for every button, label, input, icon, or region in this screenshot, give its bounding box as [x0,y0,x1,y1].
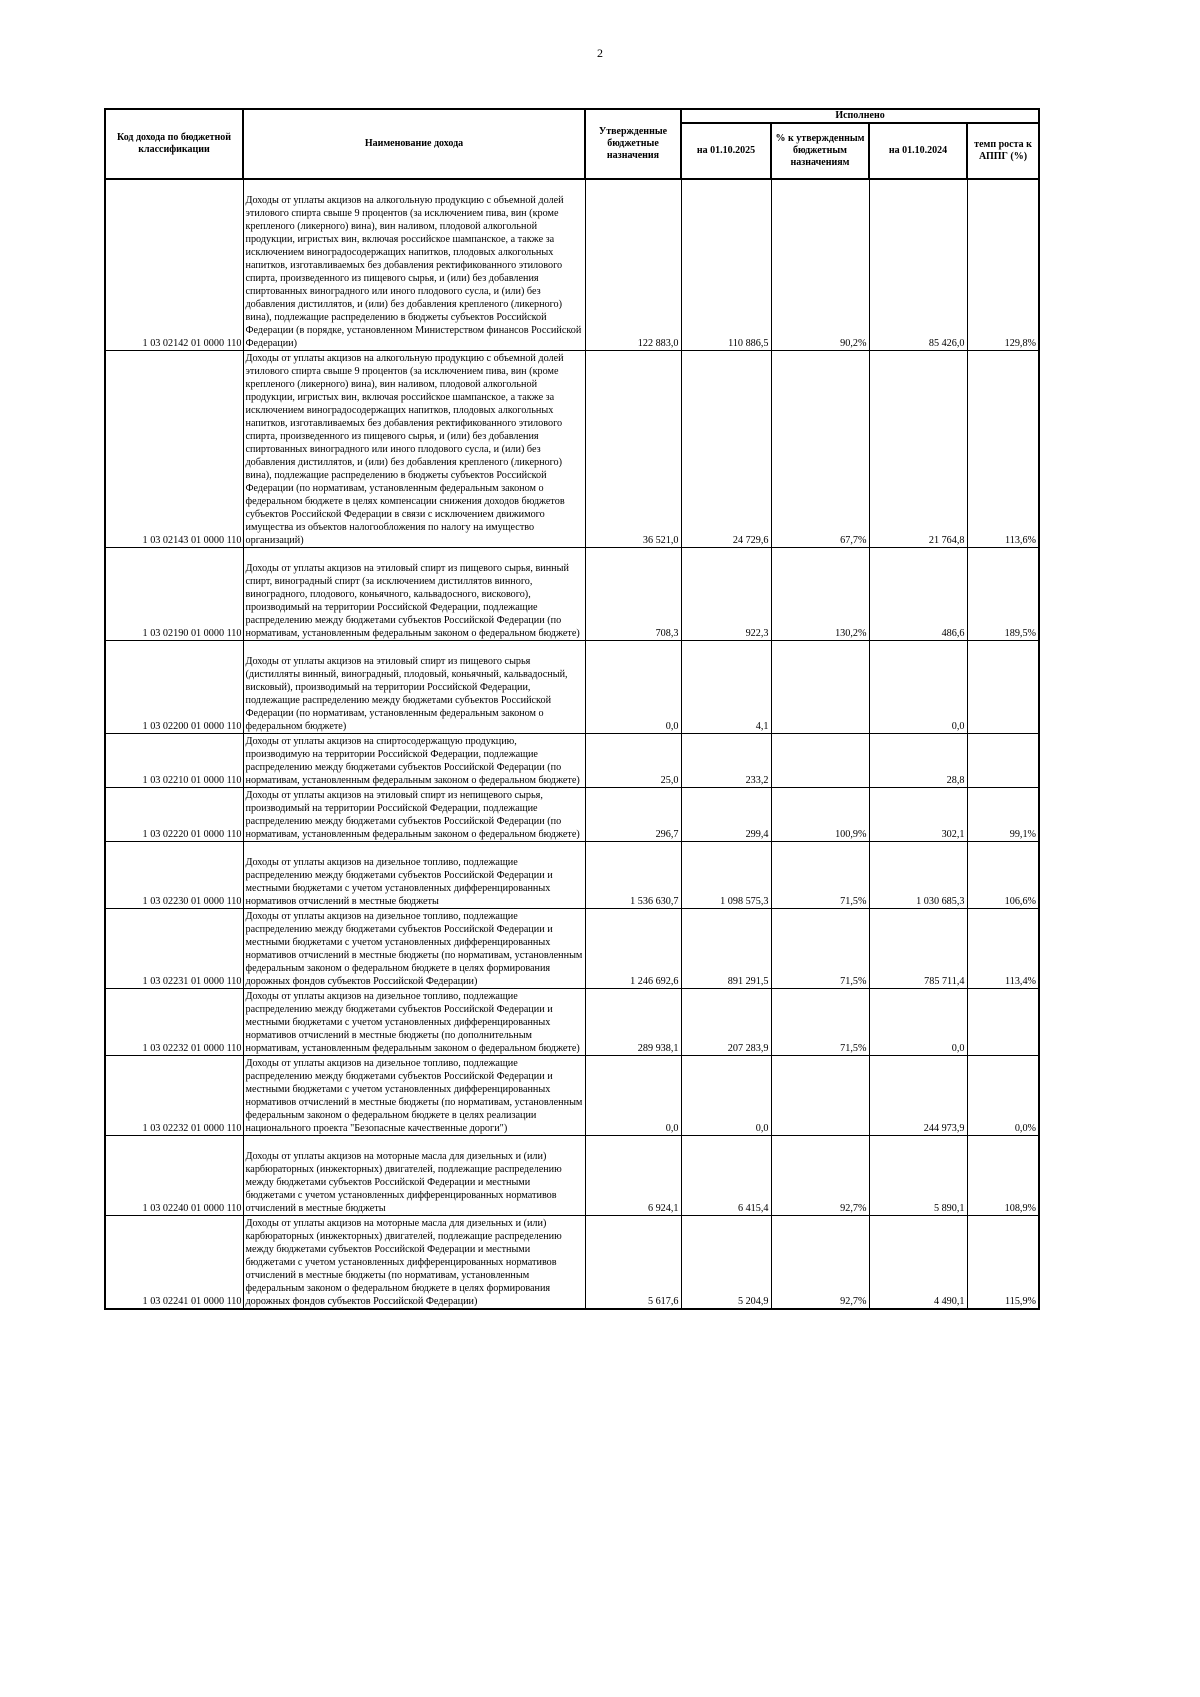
header-growth: темп роста к АППГ (%) [967,123,1039,179]
approved-value: 0,0 [585,641,681,734]
income-code: 1 03 02210 01 0000 110 [105,734,243,788]
header-date-2025: на 01.10.2025 [681,123,771,179]
table-row [105,1136,1039,1216]
income-code: 1 03 02241 01 0000 110 [105,1216,243,1310]
executed-2025-value: 0,0 [681,1056,771,1136]
executed-2025-value: 299,4 [681,788,771,842]
income-name: Доходы от уплаты акцизов на моторные масла для дизельных и (или) карбюраторных (инжекторных) двигателей, подлежащие распределению между бюджетами субъектов Российской Федерации и местными бюджетами с учетом установленных дифференцированных нормативов отчислений в местные бюджеты [243,1136,585,1216]
income-table [104,108,1040,1310]
growth-value: 99,1% [967,788,1039,842]
approved-value: 6 924,1 [585,1136,681,1216]
percent-value: 71,5% [771,842,869,909]
approved-value: 289 938,1 [585,989,681,1056]
executed-2024-value: 0,0 [869,989,967,1056]
growth-value [967,734,1039,788]
income-name: Доходы от уплаты акцизов на дизельное топливо, подлежащие распределению между бюджетами субъектов Российской Федерации и местными бюджетами с учетом установленных дифференцированных нормативов отчислений в местные бюджеты [243,842,585,909]
growth-value: 129,8% [967,179,1039,351]
header-executed: Исполнено [681,109,1039,123]
executed-2025-value: 110 886,5 [681,179,771,351]
approved-value: 25,0 [585,734,681,788]
income-name: Доходы от уплаты акцизов на дизельное топливо, подлежащие распределению между бюджетами субъектов Российской Федерации и местными бюджетами с учетом установленных дифференцированных нормативов отчислений в местные бюджеты (по нормативам, установленным федеральным законом о федеральном бюджете в целях формирования дорожных фондов субъектов Российской Федерации) [243,909,585,989]
percent-value: 100,9% [771,788,869,842]
growth-value: 113,6% [967,351,1039,548]
income-code: 1 03 02232 01 0000 110 [105,989,243,1056]
header-date-2024: на 01.10.2024 [869,123,967,179]
executed-2025-value: 1 098 575,3 [681,842,771,909]
approved-value: 708,3 [585,548,681,641]
percent-value: 71,5% [771,909,869,989]
executed-2025-value: 4,1 [681,641,771,734]
income-code: 1 03 02190 01 0000 110 [105,548,243,641]
income-code: 1 03 02142 01 0000 110 [105,179,243,351]
growth-value [967,641,1039,734]
growth-value: 0,0% [967,1056,1039,1136]
income-code: 1 03 02143 01 0000 110 [105,351,243,548]
approved-value: 1 536 630,7 [585,842,681,909]
percent-value [771,1056,869,1136]
percent-value: 90,2% [771,179,869,351]
approved-value: 0,0 [585,1056,681,1136]
executed-2024-value: 21 764,8 [869,351,967,548]
approved-value: 36 521,0 [585,351,681,548]
table-row [105,788,1039,842]
approved-value: 296,7 [585,788,681,842]
executed-2024-value: 244 973,9 [869,1056,967,1136]
table-row [105,179,1039,351]
header-approved: Утвержденные бюджетные назначения [585,109,681,179]
table-row [105,989,1039,1056]
percent-value: 92,7% [771,1216,869,1310]
table-row [105,548,1039,641]
header-percent: % к утвержденным бюджетным назначениям [771,123,869,179]
income-code: 1 03 02231 01 0000 110 [105,909,243,989]
percent-value: 92,7% [771,1136,869,1216]
table-row [105,641,1039,734]
approved-value: 5 617,6 [585,1216,681,1310]
executed-2024-value: 486,6 [869,548,967,641]
income-name: Доходы от уплаты акцизов на этиловый спирт из непищевого сырья, производимый на территории Российской Федерации, подлежащие распределению между бюджетами субъектов Российской Федерации (по нормативам, установленным федеральным законом о федеральном бюджете) [243,788,585,842]
executed-2024-value: 1 030 685,3 [869,842,967,909]
executed-2024-value: 785 711,4 [869,909,967,989]
percent-value: 67,7% [771,351,869,548]
executed-2025-value: 233,2 [681,734,771,788]
executed-2024-value: 4 490,1 [869,1216,967,1310]
header-code: Код дохода по бюджетной классификации [105,109,243,179]
approved-value: 122 883,0 [585,179,681,351]
income-code: 1 03 02220 01 0000 110 [105,788,243,842]
percent-value: 130,2% [771,548,869,641]
table-row [105,909,1039,989]
table-row [105,351,1039,548]
income-code: 1 03 02232 01 0000 110 [105,1056,243,1136]
percent-value [771,734,869,788]
page-number: 2 [597,46,603,60]
executed-2025-value: 207 283,9 [681,989,771,1056]
executed-2024-value: 5 890,1 [869,1136,967,1216]
income-name: Доходы от уплаты акцизов на дизельное топливо, подлежащие распределению между бюджетами субъектов Российской Федерации и местными бюджетами с учетом установленных дифференцированных нормативов отчислений в местные бюджеты (по дополнительным нормативам, установленным федеральным законом о федеральном бюджете) [243,989,585,1056]
executed-2024-value: 28,8 [869,734,967,788]
growth-value: 189,5% [967,548,1039,641]
income-code: 1 03 02240 01 0000 110 [105,1136,243,1216]
percent-value: 71,5% [771,989,869,1056]
income-name: Доходы от уплаты акцизов на алкогольную продукцию с объемной долей этилового спирта свыше 9 процентов (за исключением пива, вин (кроме крепленого (ликерного) вина), вин наливом, плодовой алкогольной продукции, игристых вин, включая российское шампанское, а также за исключением виноградосодержащих напитков, плодовых алкогольных напитков, изготавливаемых без добавления ректификованного этилового спирта, произведенного из пищевого сырья, и (или) без добавления спиртованных виноградного или иного плодового сусла, и (или) без добавления дистиллятов, и (или) без добавления крепленого (ликерного) вина), подлежащие распределению в бюджеты субъектов Российской Федерации (по нормативам, установленным федеральным законом о федеральном бюджете в целях компенсации снижения доходов бюджетов субъектов Российской Федерации в связи с исключением движимого имущества из объектов налогообложения по налогу на имущество организаций) [243,351,585,548]
executed-2025-value: 891 291,5 [681,909,771,989]
executed-2025-value: 24 729,6 [681,351,771,548]
executed-2025-value: 5 204,9 [681,1216,771,1310]
executed-2025-value: 6 415,4 [681,1136,771,1216]
executed-2024-value: 302,1 [869,788,967,842]
table-row [105,734,1039,788]
income-name: Доходы от уплаты акцизов на алкогольную продукцию с объемной долей этилового спирта свыше 9 процентов (за исключением пива, вин (кроме крепленого (ликерного) вина), вин наливом, плодовой алкогольной продукции, игристых вин, включая российское шампанское, а также за исключением виноградосодержащих напитков, плодовых алкогольных напитков, изготавливаемых без добавления ректификованного этилового спирта, произведенного из пищевого сырья, и (или) без добавления спиртованных виноградного или иного плодового сусла, и (или) без добавления дистиллятов, и (или) без добавления крепленого (ликерного) вина), подлежащие распределению в бюджеты субъектов Российской Федерации (в порядке, установленном Министерством финансов Российской Федерации) [243,179,585,351]
growth-value: 115,9% [967,1216,1039,1310]
income-name: Доходы от уплаты акцизов на дизельное топливо, подлежащие распределению между бюджетами субъектов Российской Федерации и местными бюджетами с учетом установленных дифференцированных нормативов отчислений в местные бюджеты (по нормативам, установленным федеральным законом о федеральном бюджете в целях реализации национального проекта "Безопасные качественные дороги") [243,1056,585,1136]
income-name: Доходы от уплаты акцизов на моторные масла для дизельных и (или) карбюраторных (инжекторных) двигателей, подлежащие распределению между бюджетами субъектов Российской Федерации и местными бюджетами с учетом установленных дифференцированных нормативов отчислений в местные бюджеты (по нормативам, установленным федеральным законом о федеральном бюджете в целях формирования дорожных фондов субъектов Российской Федерации) [243,1216,585,1310]
growth-value: 108,9% [967,1136,1039,1216]
executed-2025-value: 922,3 [681,548,771,641]
growth-value: 106,6% [967,842,1039,909]
income-name: Доходы от уплаты акцизов на этиловый спирт из пищевого сырья, винный спирт, виноградный спирт (за исключением дистиллятов винного, виноградного, плодового, коньячного, кальвадосного, вискового), производимый на территории Российской Федерации, подлежащие распределению между бюджетами субъектов Российской Федерации (по нормативам, установленным федеральным законом о федеральном бюджете) [243,548,585,641]
income-name: Доходы от уплаты акцизов на спиртосодержащую продукцию, производимую на территории Российской Федерации, подлежащие распределению между бюджетами субъектов Российской Федерации (по нормативам, установленным федеральным законом о федеральном бюджете) [243,734,585,788]
growth-value [967,989,1039,1056]
income-code: 1 03 02230 01 0000 110 [105,842,243,909]
growth-value: 113,4% [967,909,1039,989]
header-name: Наименование дохода [243,109,585,179]
executed-2024-value: 0,0 [869,641,967,734]
executed-2024-value: 85 426,0 [869,179,967,351]
table-body [105,179,1039,1309]
percent-value [771,641,869,734]
income-code: 1 03 02200 01 0000 110 [105,641,243,734]
table-row [105,1056,1039,1136]
approved-value: 1 246 692,6 [585,909,681,989]
table-row [105,842,1039,909]
income-name: Доходы от уплаты акцизов на этиловый спирт из пищевого сырья (дистилляты винный, виноградный, плодовый, коньячный, кальвадосный, висковый), производимый на территории Российской Федерации, подлежащие распределению между бюджетами субъектов Российской Федерации (по нормативам, установленным федеральным законом о федеральном бюджете) [243,641,585,734]
table-header [105,109,1039,179]
table-row [105,1216,1039,1310]
